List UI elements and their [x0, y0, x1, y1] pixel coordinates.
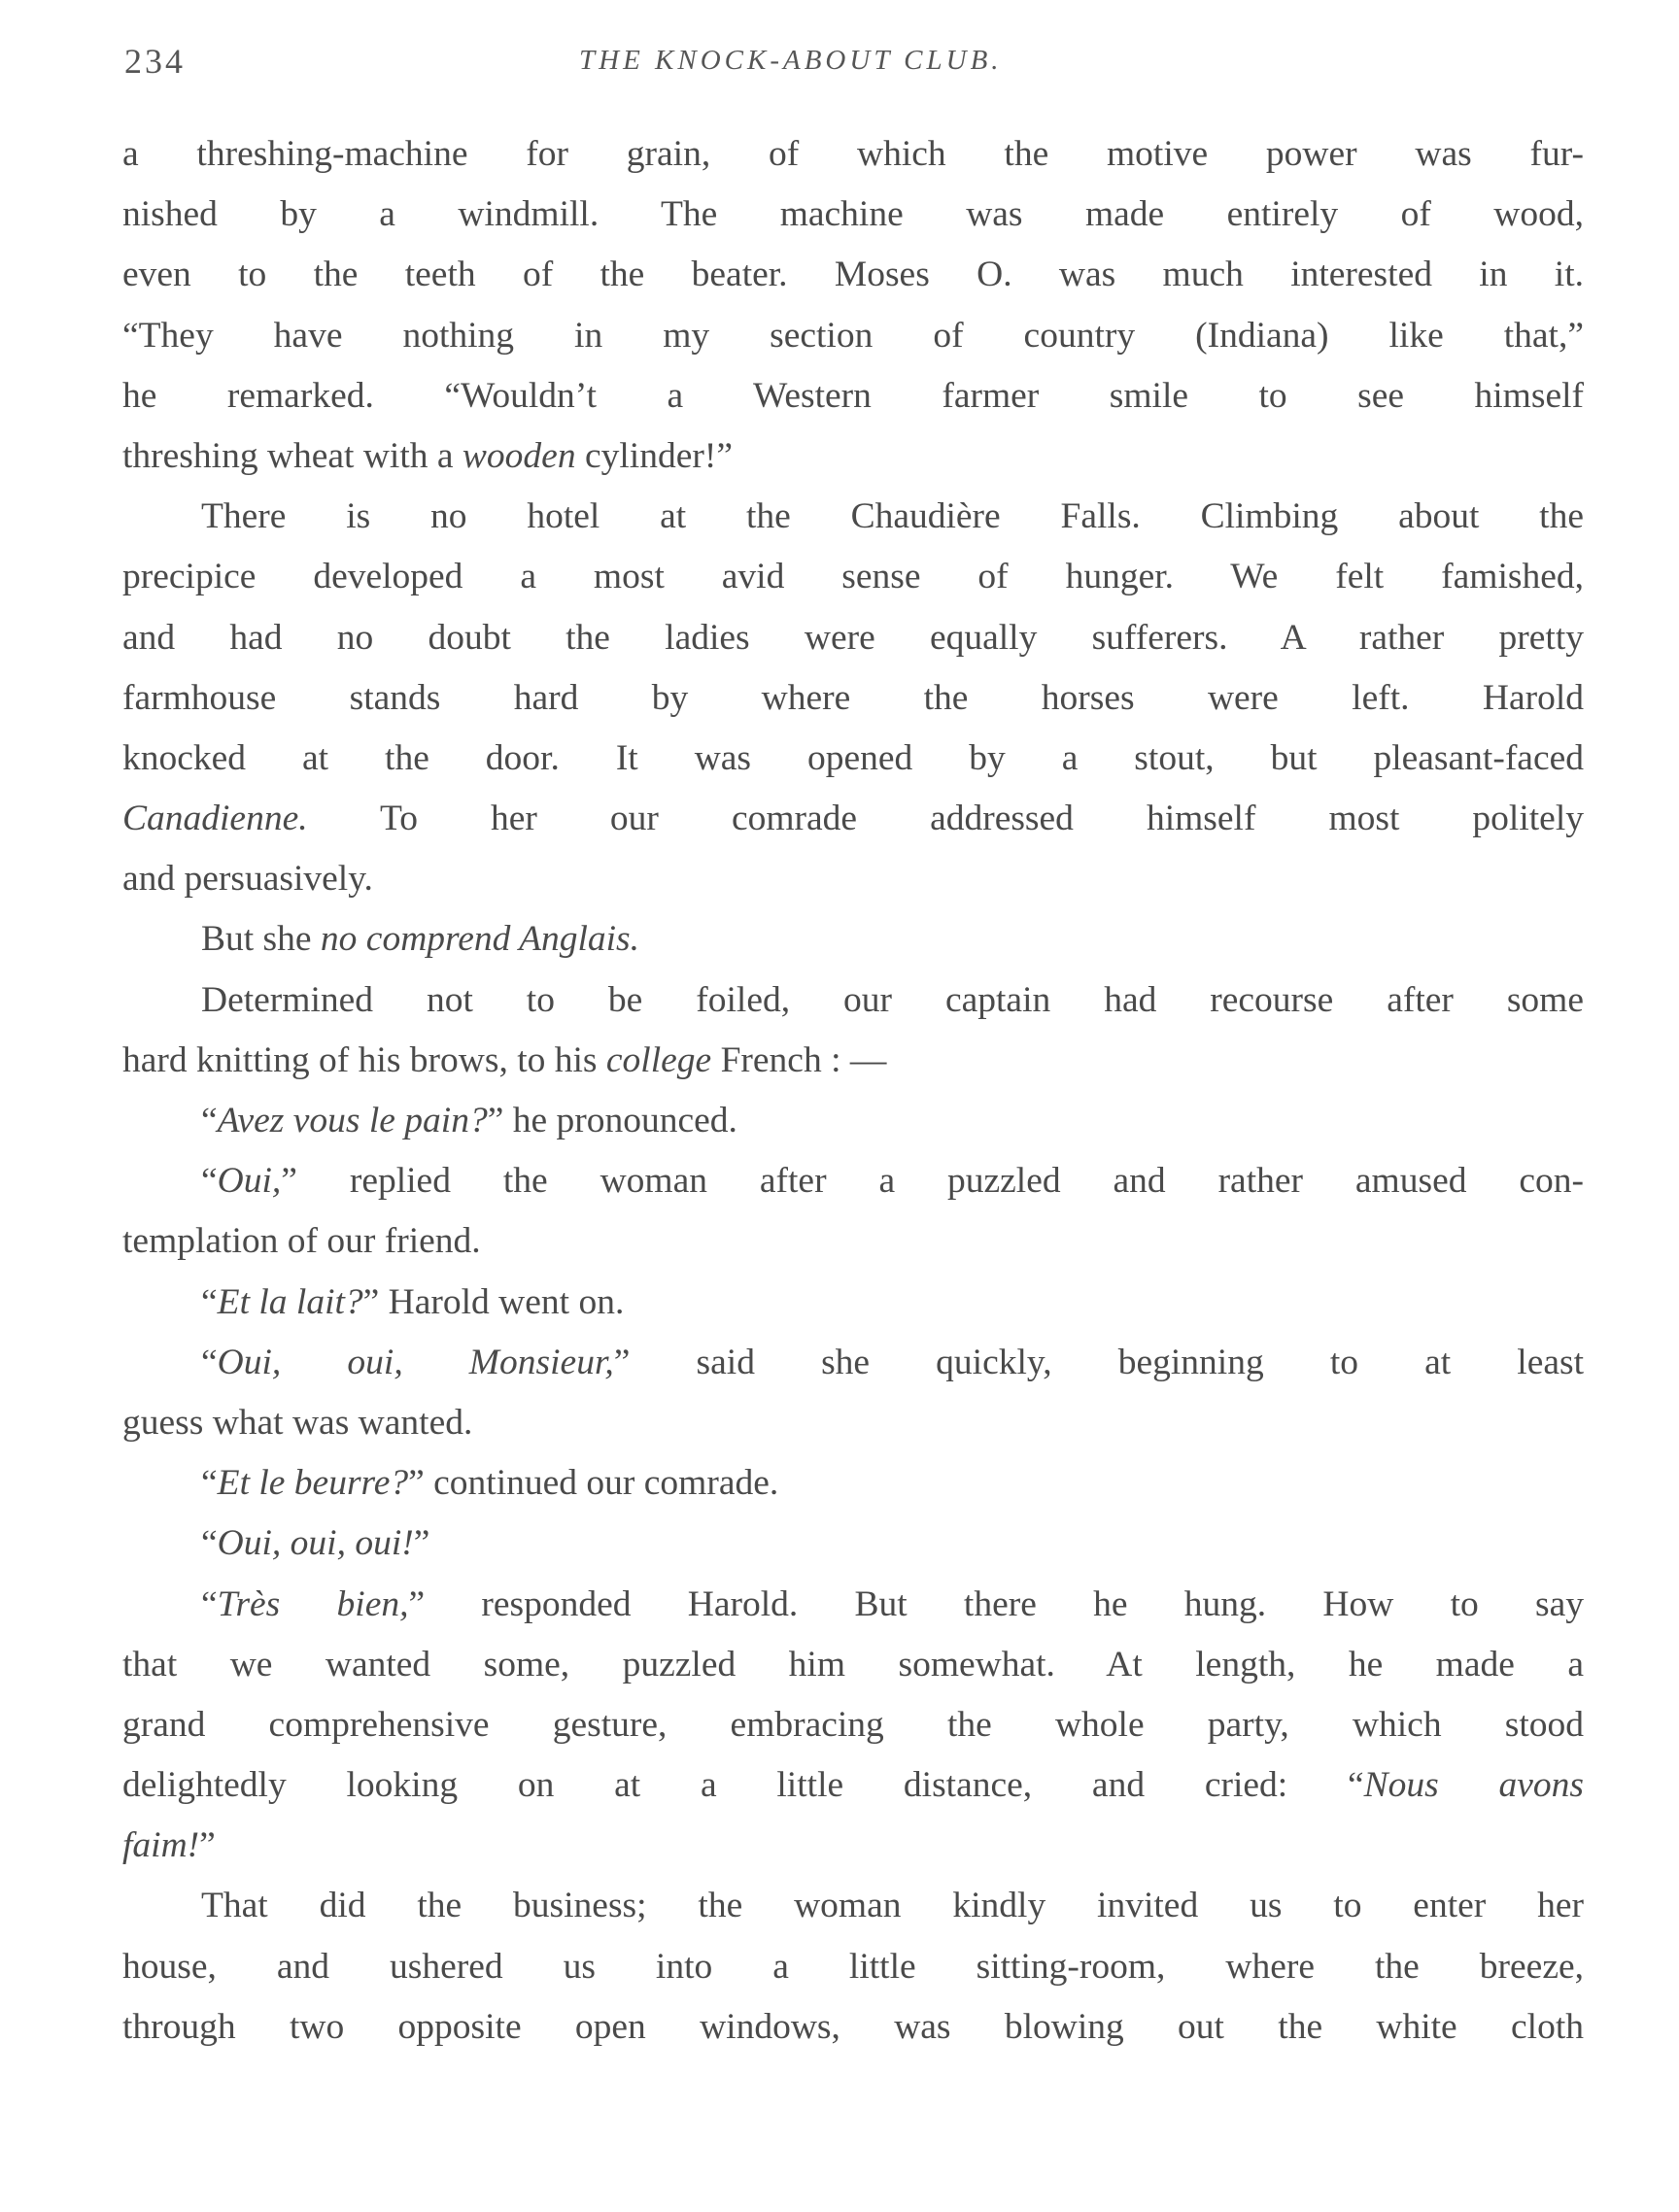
text-line [122, 1816, 1584, 1876]
text-line: grand comprehensive gesture, embracing the whole party, which stood [122, 1704, 1584, 1745]
text-line: even to the teeth of the beater. Moses O. was much interested in it. [122, 255, 1584, 295]
paragraph-first-line [122, 1273, 1584, 1333]
text-line [122, 789, 1584, 849]
paragraph-first-line [122, 1091, 1584, 1151]
text-run: delightedly looking on at a little distance, and cried: “ [122, 1765, 1364, 1806]
italic-run: Et le beurre? [217, 1463, 409, 1504]
text-run: “ [201, 1101, 218, 1140]
paragraph-first-line [122, 1575, 1584, 1635]
italic-run: faim! [122, 1825, 200, 1866]
text-run: French : — [711, 1039, 887, 1080]
text-run: ” replied the woman after a puzzled and rather amused con- [281, 1161, 1584, 1202]
italic-run: college [605, 1039, 712, 1080]
text-run: ” [199, 1825, 216, 1866]
text-line: a threshing-machine for grain, of which the motive power was fur- [122, 134, 1584, 174]
text-line: knocked at the door. It was opened by a stout, but pleasant-faced [122, 737, 1584, 778]
page-header [124, 41, 1582, 89]
text-line: and persuasively. [122, 859, 373, 900]
italic-run: Oui, [217, 1161, 282, 1202]
italic-run: Oui, oui, oui! [217, 1523, 414, 1564]
paragraph-first-line: Determined not to be foiled, our captain had recourse after some [201, 979, 1584, 1020]
text-line [122, 1755, 1584, 1816]
paragraph-first-line [122, 1514, 1584, 1574]
text-line: “They have nothing in my section of country (Indiana) like that,” [122, 315, 1584, 356]
italic-run: wooden [462, 435, 576, 476]
body-text [122, 124, 1584, 2058]
italic-run: Nous avons [1363, 1765, 1585, 1806]
text-run: ” he pronounced. [487, 1101, 737, 1140]
text-run: hard knitting of his brows, to his [122, 1039, 606, 1080]
text-line: precipice developed a most avid sense of hunger. We felt famished, [122, 557, 1584, 597]
italic-run: Canadienne. [122, 799, 308, 839]
text-line: that we wanted some, puzzled him somewhat. At length, he made a [122, 1644, 1584, 1685]
text-line: templation of our friend. [122, 1221, 481, 1262]
text-run: “ [201, 1583, 218, 1624]
text-run: “ [201, 1161, 218, 1202]
italic-run: Très bien, [217, 1583, 409, 1624]
text-run: cylinder!” [575, 435, 733, 476]
text-line: and had no doubt the ladies were equally sufferers. A rather pretty [122, 617, 1584, 658]
paragraph-first-line: That did the business; the woman kindly invited us to enter her [201, 1886, 1584, 1926]
text-line: through two opposite open windows, was blowing out the white cloth [122, 2006, 1584, 2047]
text-run: threshing wheat with a [122, 435, 463, 476]
text-run: “ [201, 1281, 218, 1322]
paragraph-first-line [122, 909, 1584, 970]
text-line [122, 426, 1584, 487]
text-line: farmhouse stands hard by where the horses were left. Harold [122, 677, 1584, 718]
italic-run: no comprend Anglais. [320, 919, 640, 960]
text-line: guess what was wanted. [122, 1402, 473, 1443]
text-line: nished by a windmill. The machine was made entirely of wood, [122, 194, 1584, 235]
text-run: ” Harold went on. [362, 1281, 625, 1322]
text-run: But she [201, 919, 321, 960]
paragraph-first-line [122, 1333, 1584, 1393]
text-line: he remarked. “Wouldn’t a Western farmer smile to see himself [122, 375, 1584, 416]
text-line: house, and ushered us into a little sitting-room, where the breeze, [122, 1946, 1584, 1987]
paragraph-first-line [122, 1453, 1584, 1514]
text-run: ” responded Harold. But there he hung. How to say [408, 1583, 1584, 1624]
italic-run: Et la lait? [217, 1281, 363, 1322]
text-run: To her our comrade addressed himself most politely [307, 799, 1584, 839]
italic-run: Oui, oui, Monsieur, [217, 1342, 614, 1382]
paragraph-first-line [122, 1151, 1584, 1211]
text-run: ” continued our comrade. [408, 1463, 779, 1504]
text-run: “ [201, 1463, 218, 1504]
italic-run: Avez vous le pain? [217, 1101, 488, 1140]
text-run: ” [413, 1523, 430, 1564]
paragraph-first-line: There is no hotel at the Chaudière Falls. Climbing about the [201, 496, 1584, 537]
running-head: THE KNOCK-ABOUT CLUB. [579, 45, 1003, 76]
text-line [122, 1031, 1584, 1091]
page-number: 234 [124, 42, 186, 81]
text-run: ” said she quickly, beginning to at least [613, 1342, 1585, 1382]
text-run: “ [201, 1523, 218, 1564]
text-run: “ [201, 1342, 218, 1382]
